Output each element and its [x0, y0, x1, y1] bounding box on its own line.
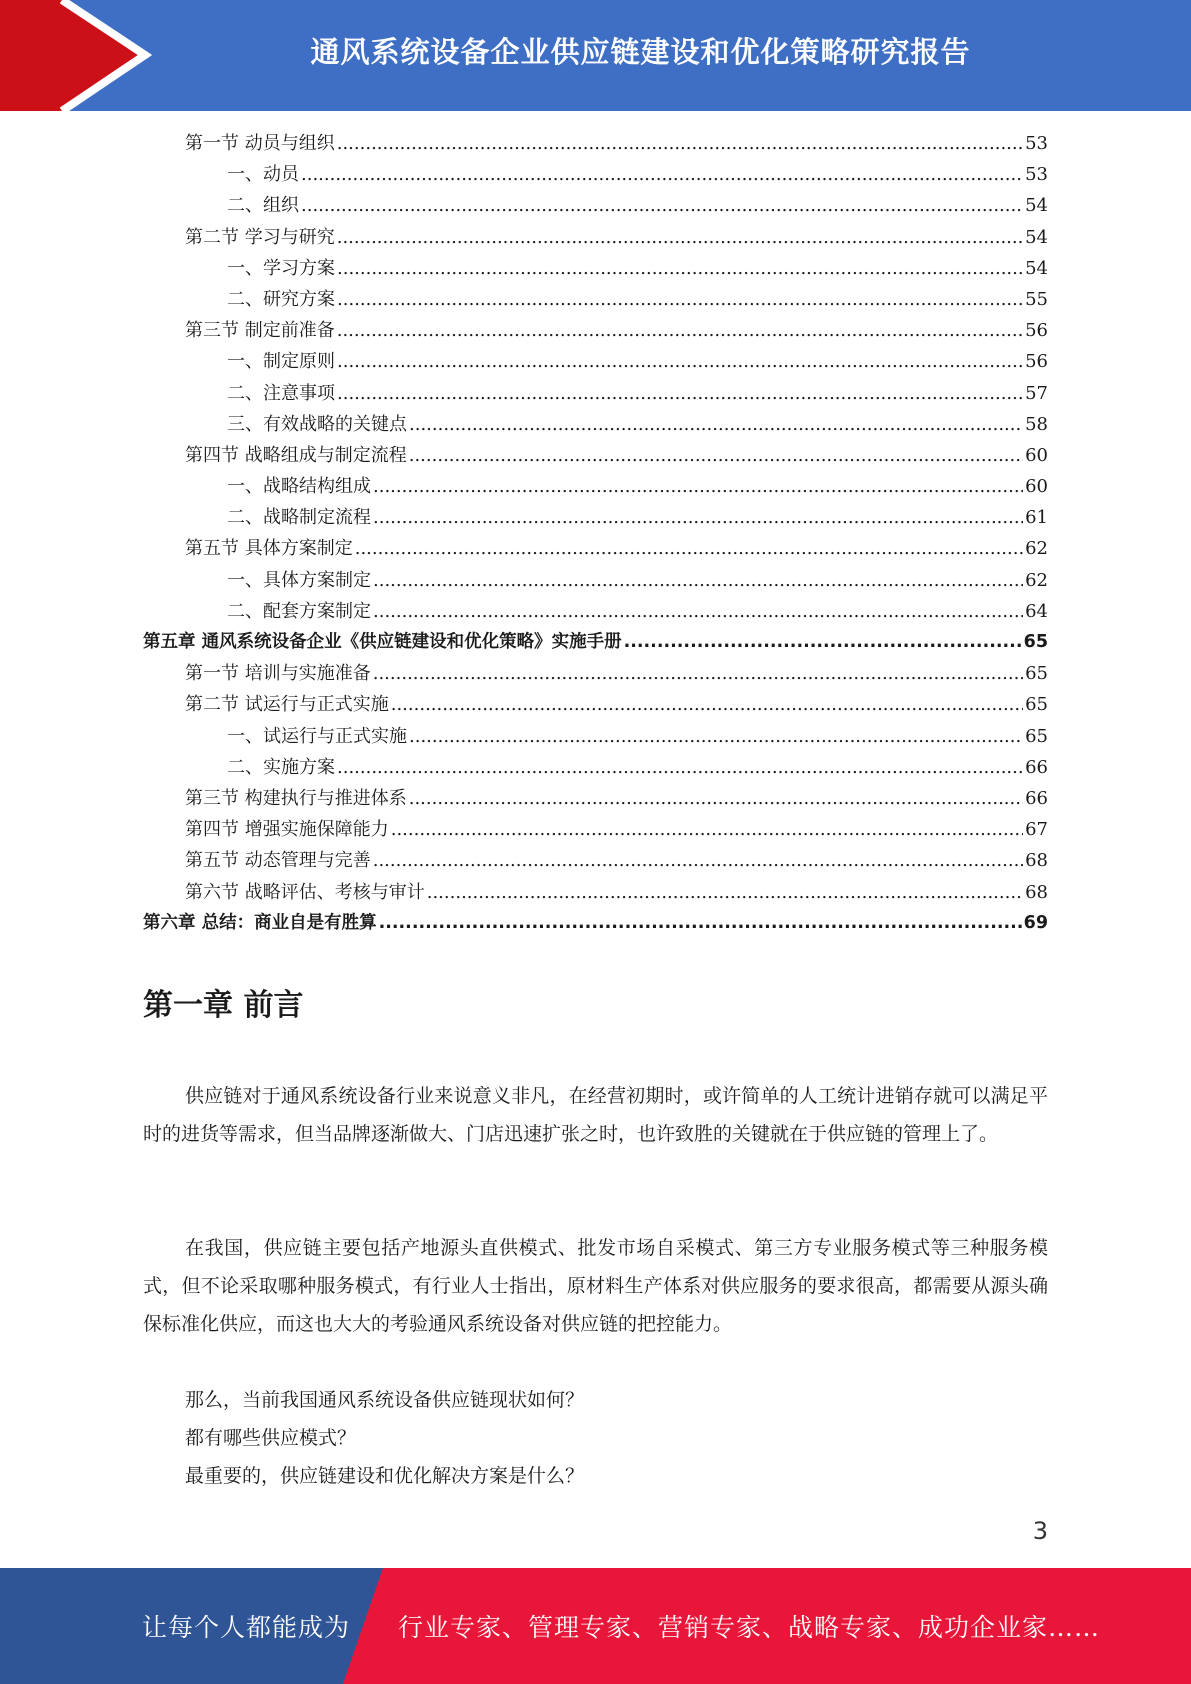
- paragraph: 供应链对于通风系统设备行业来说意义非凡，在经营初期时，或许简单的人工统计进销存就可以满足平时的进货等需求，但当品牌逐渐做大、门店迅速扩张之时，也许致胜的关键就在于供应链的管理上了。: [143, 1085, 1048, 1145]
- toc-entry-title: 第五章 通风系统设备企业《供应链建设和优化策略》实施手册: [143, 632, 622, 652]
- toc-leader-dots: [373, 845, 1023, 876]
- toc-entry-title: 一、动员: [227, 164, 299, 186]
- toc-entry[interactable]: [143, 128, 1048, 159]
- toc-leader-dots: [337, 284, 1023, 315]
- toc-leader-dots: [409, 783, 1023, 814]
- toc-entry[interactable]: [143, 284, 1048, 315]
- toc-entry-page: 66: [1025, 787, 1048, 809]
- toc-entry[interactable]: [143, 253, 1048, 284]
- toc-entry[interactable]: [143, 658, 1048, 689]
- toc-entry-title: 一、战略结构组成: [227, 476, 371, 498]
- toc-entry-title: 第二节 试运行与正式实施: [185, 694, 389, 716]
- toc-entry[interactable]: [143, 409, 1048, 440]
- toc-entry[interactable]: [143, 440, 1048, 471]
- toc-entry-page: 60: [1025, 444, 1048, 466]
- toc-entry-page: 56: [1025, 320, 1048, 342]
- toc-leader-dots: [409, 440, 1023, 471]
- document-title: 通风系统设备企业供应链建设和优化策略研究报告: [310, 34, 971, 69]
- toc-entry-page: 69: [1023, 912, 1048, 933]
- toc-entry-page: 65: [1025, 663, 1048, 685]
- toc-leader-dots: [337, 253, 1023, 284]
- toc-entry[interactable]: [143, 627, 1048, 658]
- toc-leader-dots: [337, 378, 1023, 409]
- toc-leader-dots: [337, 346, 1023, 377]
- toc-entry-page: 61: [1025, 507, 1048, 529]
- toc-entry-title: 第二节 学习与研究: [185, 226, 335, 248]
- toc-entry-page: 54: [1025, 257, 1048, 279]
- toc-entry[interactable]: [143, 845, 1048, 876]
- toc-leader-dots: [337, 315, 1023, 346]
- toc-entry-title: 第三节 构建执行与推进体系: [185, 787, 407, 809]
- toc-entry-page: 55: [1025, 288, 1048, 310]
- toc-entry[interactable]: [143, 222, 1048, 253]
- toc-leader-dots: [355, 533, 1023, 564]
- toc-entry[interactable]: [143, 596, 1048, 627]
- toc-leader-dots: [301, 190, 1023, 221]
- question-line: 那么，当前我国通风系统设备供应链现状如何？: [185, 1389, 585, 1411]
- toc-entry-page: 68: [1025, 850, 1048, 872]
- toc-entry[interactable]: [143, 471, 1048, 502]
- toc-leader-dots: [373, 596, 1023, 627]
- toc-entry-page: 57: [1025, 382, 1048, 404]
- toc-entry-page: 58: [1025, 413, 1048, 435]
- toc-entry[interactable]: [143, 721, 1048, 752]
- toc-leader-dots: [337, 752, 1023, 783]
- toc-entry-title: 一、具体方案制定: [227, 569, 371, 591]
- toc-leader-dots: [337, 222, 1023, 253]
- paragraph: 在我国，供应链主要包括产地源头直供模式、批发市场自采模式、第三方专业服务模式等三种服务模式，但不论采取哪种服务模式，有行业人士指出，原材料生产体系对供应服务的要求很高，都需要从源头确保标准化供应，而这也大大的考验通风系统设备对供应链的把控能力。: [143, 1237, 1048, 1335]
- toc-entry-title: 二、组织: [227, 195, 299, 217]
- toc-entry[interactable]: [143, 783, 1048, 814]
- toc-entry[interactable]: [143, 814, 1048, 845]
- toc-entry-page: 60: [1025, 476, 1048, 498]
- toc-entry-page: 67: [1025, 819, 1048, 841]
- toc-entry-title: 第五节 具体方案制定: [185, 538, 353, 560]
- toc-entry[interactable]: [143, 346, 1048, 377]
- question-line: 最重要的，供应链建设和优化解决方案是什么？: [185, 1465, 585, 1487]
- toc-entry-page: 62: [1025, 538, 1048, 560]
- toc-entry[interactable]: [143, 533, 1048, 564]
- toc-leader-dots: [391, 814, 1023, 845]
- footer-slogan-left: 让每个人都能成为: [142, 1613, 351, 1642]
- toc-entry[interactable]: [143, 689, 1048, 720]
- toc-entry-title: 第六章 总结：商业自是有胜算: [143, 912, 377, 933]
- toc-entry-title: 第一节 培训与实施准备: [185, 663, 371, 685]
- toc-entry-title: 二、实施方案: [227, 756, 335, 778]
- toc-entry[interactable]: [143, 190, 1048, 221]
- toc-entry-page: 68: [1025, 881, 1048, 903]
- toc-entry-page: 53: [1025, 133, 1048, 154]
- toc-entry-title: 一、学习方案: [227, 257, 335, 279]
- question-line: 都有哪些供应模式？: [185, 1427, 357, 1449]
- toc-entry-title: 第五节 动态管理与完善: [185, 850, 371, 872]
- toc-leader-dots: [373, 658, 1023, 689]
- toc-leader-dots: [301, 159, 1023, 190]
- toc-leader-dots: [337, 128, 1023, 159]
- header-red-chevron: [0, 0, 145, 111]
- toc-leader-dots: [391, 689, 1023, 720]
- toc-leader-dots: [379, 908, 1022, 939]
- toc-entry[interactable]: [143, 565, 1048, 596]
- toc-entry[interactable]: [143, 378, 1048, 409]
- toc-leader-dots: [624, 627, 1022, 658]
- toc-entry-title: 二、研究方案: [227, 288, 335, 310]
- toc-entry-page: 65: [1025, 694, 1048, 716]
- toc-entry-page: 53: [1025, 164, 1048, 186]
- chapter-heading: 第一章 前言: [143, 988, 304, 1023]
- toc-entry[interactable]: [143, 315, 1048, 346]
- page-footer: [0, 1568, 1191, 1684]
- toc-leader-dots: [409, 409, 1023, 440]
- toc-entry-page: 65: [1023, 632, 1048, 652]
- toc-entry-page: 56: [1025, 351, 1048, 373]
- toc-entry-title: 第六节 战略评估、考核与审计: [185, 881, 425, 903]
- toc-leader-dots: [373, 502, 1023, 533]
- toc-entry-title: 第一节 动员与组织: [185, 133, 335, 154]
- toc-entry-title: 第三节 制定前准备: [185, 320, 335, 342]
- toc-entry-title: 二、配套方案制定: [227, 600, 371, 622]
- toc-leader-dots: [409, 721, 1023, 752]
- toc-entry-page: 62: [1025, 569, 1048, 591]
- toc-entry-page: 64: [1025, 600, 1048, 622]
- page-number: 3: [1032, 1517, 1048, 1545]
- toc-entry-page: 54: [1025, 195, 1048, 217]
- toc-entry[interactable]: [143, 159, 1048, 190]
- toc-entry[interactable]: [143, 877, 1048, 908]
- toc-entry[interactable]: [143, 752, 1048, 783]
- toc-entry-title: 一、试运行与正式实施: [227, 725, 407, 747]
- toc-entry-title: 第四节 战略组成与制定流程: [185, 444, 407, 466]
- toc-entry-title: 三、有效战略的关键点: [227, 413, 407, 435]
- footer-slogan-right: 行业专家、管理专家、营销专家、战略专家、成功企业家……: [398, 1613, 1101, 1642]
- toc-entry-page: 66: [1025, 756, 1048, 778]
- toc-entry-page: 65: [1025, 725, 1048, 747]
- toc-entry[interactable]: [143, 908, 1048, 939]
- toc-leader-dots: [373, 471, 1023, 502]
- toc-entry-title: 一、制定原则: [227, 351, 335, 373]
- toc-entry-page: 54: [1025, 226, 1048, 248]
- toc-leader-dots: [427, 877, 1023, 908]
- toc-entry-title: 二、注意事项: [227, 382, 335, 404]
- page-header: [0, 0, 1191, 111]
- toc-entry-title: 第四节 增强实施保障能力: [185, 819, 389, 841]
- toc-entry[interactable]: [143, 502, 1048, 533]
- toc-leader-dots: [373, 565, 1023, 596]
- table-of-contents: [143, 128, 1048, 939]
- toc-entry-title: 二、战略制定流程: [227, 507, 371, 529]
